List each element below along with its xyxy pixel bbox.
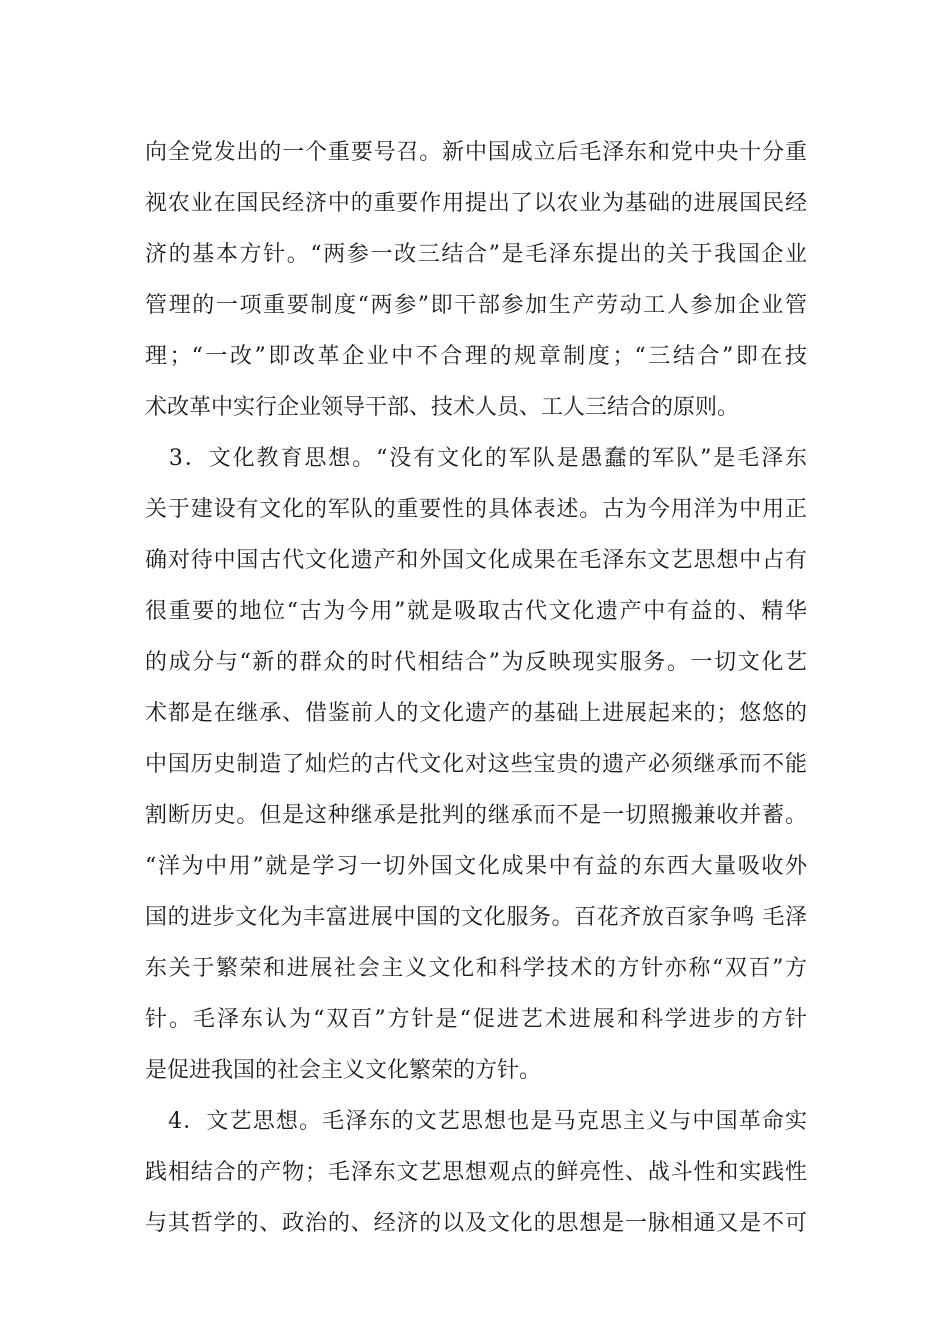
text-line: 理；“一改”即改革企业中不合理的规章制度；“三结合”即在技 <box>145 344 807 369</box>
section-3-heading-line: 3．文化教育思想。“没有文化的军队是愚蠢的军队”是毛泽东 <box>145 446 807 471</box>
text-line: 视农业在国民经济中的重要作用提出了以农业为基础的进展国民经 <box>145 191 807 216</box>
text-line: 济的基本方针。“两参一改三结合”是毛泽东提出的关于我国企业 <box>145 242 807 267</box>
text-line: 关于建设有文化的军队的重要性的具体表述。古为今用洋为中用正 <box>145 497 807 522</box>
text-line: 的成分与“新的群众的时代相结合”为反映现实服务。一切文化艺 <box>145 650 807 675</box>
text-line: 是促进我国的社会主义文化繁荣的方针。 <box>145 1058 542 1083</box>
text-line: 割断历史。但是这种继承是批判的继承而不是一切照搬兼收并蓄。 <box>145 803 807 828</box>
text-line: 中国历史制造了灿烂的古代文化对这些宝贵的遗产必须继承而不能 <box>145 752 807 777</box>
text-line: 向全党发出的一个重要号召。新中国成立后毛泽东和党中央十分重 <box>145 140 807 165</box>
text-line: 术都是在继承、借鉴前人的文化遗产的基础上进展起来的；悠悠的 <box>145 701 807 726</box>
text-line: 与其哲学的、政治的、经济的以及文化的思想是一脉相通又是不可 <box>145 1211 807 1236</box>
text-line: 国的进步文化为丰富进展中国的文化服务。百花齐放百家争鸣 毛泽 <box>145 905 807 930</box>
section-4-heading-line: 4．文艺思想。毛泽东的文艺思想也是马克思主义与中国革命实 <box>145 1109 807 1134</box>
text-line: 管理的一项重要制度“两参”即干部参加生产劳动工人参加企业管 <box>145 293 807 318</box>
text-line: “洋为中用”就是学习一切外国文化成果中有益的东西大量吸收外 <box>145 854 807 879</box>
text-line: 东关于繁荣和进展社会主义文化和科学技术的方针亦称“双百”方 <box>145 956 807 981</box>
text-line: 很重要的地位“古为今用”就是吸取古代文化遗产中有益的、精华 <box>145 599 807 624</box>
text-line: 践相结合的产物；毛泽东文艺思想观点的鲜亮性、战斗性和实践性 <box>145 1160 807 1185</box>
text-line: 针。毛泽东认为“双百”方针是“促进艺术进展和科学进步的方针 <box>145 1007 807 1032</box>
text-line: 确对待中国古代文化遗产和外国文化成果在毛泽东文艺思想中占有 <box>145 548 807 573</box>
text-line: 术改革中实行企业领导干部、技术人员、工人三结合的原则。 <box>145 395 740 420</box>
